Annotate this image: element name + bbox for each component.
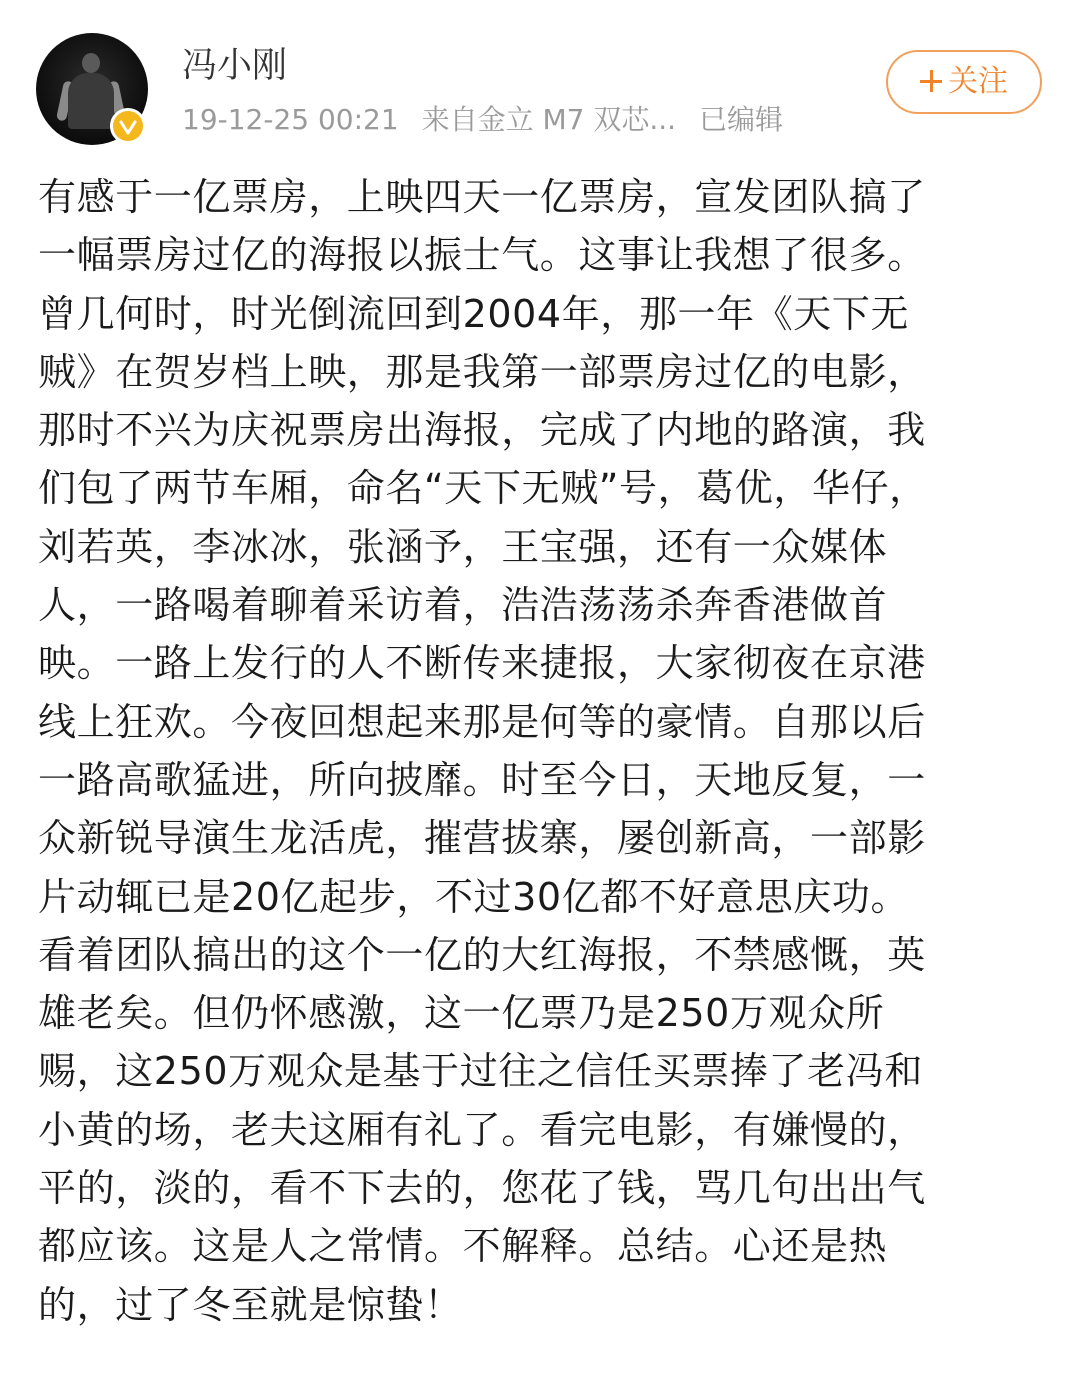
verified-v-icon [119, 119, 137, 135]
post-body-line: 小黄的场，老夫这厢有礼了。看完电影，有嫌慢的， [38, 1107, 926, 1152]
post-body-line: 看着团队搞出的这个一亿的大红海报，不禁感慨，英 [38, 932, 926, 977]
follow-button[interactable] [886, 50, 1042, 114]
post-body [38, 168, 1038, 1334]
post-body-line: 片动辄已是20亿起步，不过30亿都不好意思庆功。 [38, 874, 910, 919]
post-body-line: 赐，这250万观众是基于过往之信任买票捧了老冯和 [38, 1049, 923, 1094]
post-edited-label[interactable]: 已编辑 [698, 103, 783, 136]
avatar-figure-body [68, 73, 114, 129]
post-body-line: 平的，淡的，看不下去的，您花了钱，骂几句出出气 [38, 1166, 926, 1211]
post-body-line: 那时不兴为庆祝票房出海报，完成了内地的路演，我 [38, 408, 926, 453]
post-body-line: 人，一路喝着聊着采访着，浩浩荡荡杀奔香港做首 [38, 583, 888, 628]
post-body-line: 刘若英，李冰冰，张涵予，王宝强，还有一众媒体 [38, 524, 888, 569]
post-body-line: 映。一路上发行的人不断传来捷报，大家彻夜在京港 [38, 641, 926, 686]
post-body-line: 一路高歌猛进，所向披靡。时至今日，天地反复，一 [38, 757, 926, 802]
post-source: 来自金立 M7 双芯... [421, 103, 677, 136]
plus-icon [920, 70, 942, 92]
post-body-line: 曾几何时，时光倒流回到2004年，那一年《天下无 [38, 291, 910, 336]
post-body-line: 线上狂欢。今夜回想起来那是何等的豪情。自那以后 [38, 699, 926, 744]
avatar-figure-head [82, 53, 100, 73]
verified-badge-icon [110, 108, 146, 144]
post-body-line: 的，过了冬至就是惊蛰！ [38, 1282, 463, 1327]
post-body-line: 有感于一亿票房，上映四天一亿票房，宣发团队搞了 [38, 175, 926, 219]
post-body-line: 都应该。这是人之常情。不解释。总结。心还是热 [38, 1224, 888, 1269]
post-meta [182, 100, 797, 140]
post-body-line: 一幅票房过亿的海报以振士气。这事让我想了很多。 [38, 233, 926, 278]
post-body-line: 们包了两节车厢，命名“天下无贼”号，葛优，华仔， [38, 466, 928, 511]
post-timestamp: 19-12-25 00:21 [182, 103, 399, 136]
author-name[interactable]: 冯小刚 [182, 46, 288, 86]
follow-button-label: 关注 [948, 64, 1008, 99]
post-body-line: 众新锐导演生龙活虎，摧营拔寨，屡创新高，一部影 [38, 816, 926, 861]
post-header [0, 0, 1079, 160]
post-body-line: 雄老矣。但仍怀感激，这一亿票乃是250万观众所 [38, 991, 885, 1036]
post-body-line: 贼》在贺岁档上映，那是我第一部票房过亿的电影， [38, 349, 926, 394]
